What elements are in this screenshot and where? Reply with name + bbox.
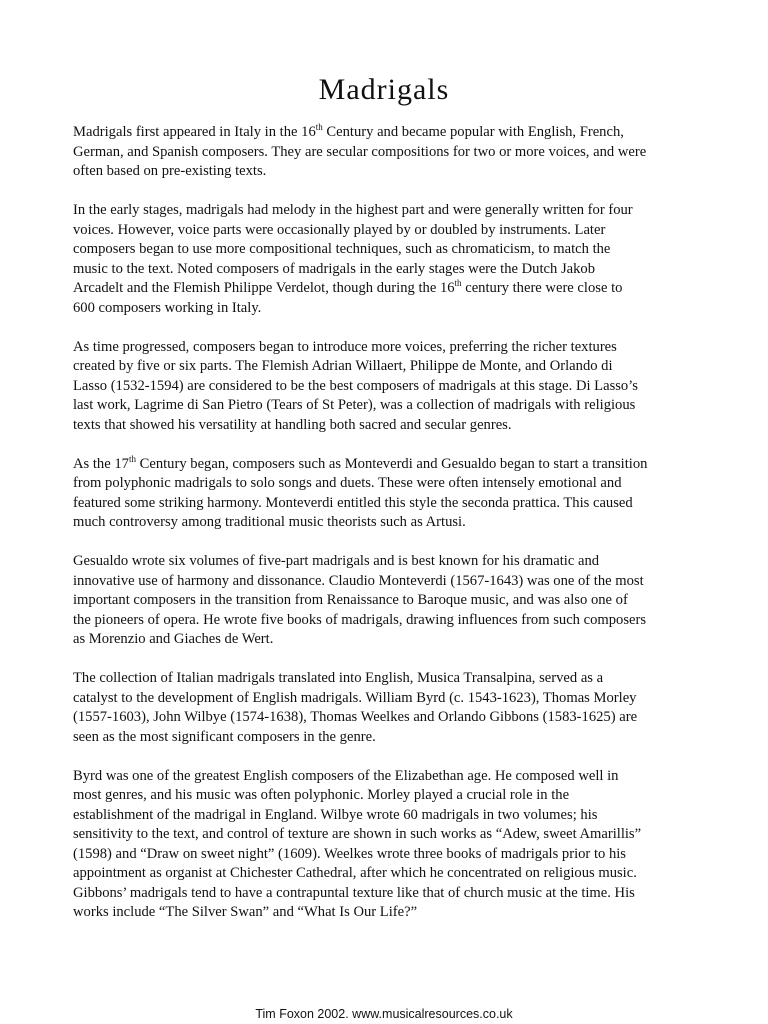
line-text: voices. However, voice parts were occasionally played by or doubled by instruments. Later (73, 221, 606, 238)
ordinal-superscript: th (315, 122, 323, 132)
paragraph (73, 669, 698, 747)
text-line (73, 494, 698, 514)
line-text-continued: century there were close to (461, 280, 623, 296)
line-text-continued: Century began, composers such as Monteverdi and Gesualdo began to start a transition (135, 455, 648, 472)
text-line (73, 338, 698, 358)
text-line (73, 123, 698, 143)
text-line (73, 669, 698, 689)
ordinal-superscript: th (454, 278, 462, 288)
line-text: In the early stages, madrigals had melody in the highest part and were generally written for four (73, 202, 633, 218)
line-text: The collection of Italian madrigals translated into English, Musica Transalpina, served as a (73, 670, 604, 686)
text-line (73, 377, 698, 397)
paragraph (73, 338, 698, 436)
text-line (73, 474, 698, 494)
text-line (73, 552, 698, 572)
line-text: catalyst to the development of English madrigals. William Byrd (c. 1543-1623), Thomas Morley (73, 689, 637, 706)
line-text: Gesualdo wrote six volumes of five-part madrigals and is best known for his dramatic and (73, 553, 600, 569)
text-line (73, 299, 698, 319)
paragraph (73, 455, 698, 533)
text-line (73, 416, 698, 436)
text-line (73, 240, 698, 260)
text-line (73, 845, 698, 865)
line-text: texts that showed his versatility at handling both sacred and secular genres. (73, 416, 512, 433)
document-body (73, 123, 698, 942)
text-line (73, 221, 698, 241)
text-line (73, 884, 698, 904)
text-line (73, 689, 698, 709)
line-text: 600 composers working in Italy. (73, 299, 262, 316)
line-text: important composers in the transition from Renaissance to Baroque music, and was also one of (73, 592, 628, 608)
line-text-continued: Century and became popular with English, French, (322, 124, 624, 140)
line-text: appointment as organist at Chichester Cathedral, after which he concentrated on religious music. (73, 865, 637, 881)
line-text: establishment of the madrigal in England. Wilbye wrote 60 madrigals in two volumes; his (73, 806, 598, 823)
line-text: (1557-1603), John Wilbye (1574-1638), Thomas Weelkes and Orlando Gibbons (1583-1625) are (73, 709, 638, 725)
text-line (73, 572, 698, 592)
text-line (73, 201, 698, 221)
ordinal-superscript: th (128, 453, 136, 464)
line-text: Lasso (1532-1594) are considered to be the best composers of madrigals at this stage. Di Lasso’s (73, 377, 638, 394)
text-line (73, 767, 698, 787)
line-text: Byrd was one of the greatest English composers of the Elizabethan age. He composed well in (73, 767, 619, 784)
line-text: as Morenzio and Giaches de Wert. (73, 631, 274, 647)
line-text: often based on pre-existing texts. (73, 163, 267, 179)
paragraph (73, 767, 698, 923)
text-line (73, 728, 698, 748)
text-line (73, 591, 698, 611)
text-line (73, 864, 698, 884)
line-text: most genres, and his music was often polyphonic. Morley played a crucial role in the (73, 787, 570, 803)
line-text: music to the text. Noted composers of madrigals in the early stages were the Dutch Jakob (73, 260, 595, 277)
line-text: Madrigals first appeared in Italy in the 16 (73, 124, 316, 140)
line-text: seen as the most significant composers in the genre. (73, 728, 376, 745)
line-text: German, and Spanish composers. They are secular compositions for two or more voices, and were (73, 143, 647, 160)
page-footer: Tim Foxon 2002. www.musicalresources.co.uk (255, 1007, 513, 1021)
paragraph (73, 201, 698, 318)
text-line (73, 396, 698, 416)
text-line (73, 903, 698, 923)
line-text: last work, Lagrime di San Pietro (Tears of St Peter), was a collection of madrigals with religious (73, 397, 636, 413)
line-text: created by five or six parts. The Flemish Adrian Willaert, Philippe de Monte, and Orlando di (73, 358, 613, 374)
text-line (73, 611, 698, 631)
text-line (73, 143, 698, 163)
line-text: much controversy among traditional music theorists such as Artusi. (73, 514, 466, 530)
text-line (73, 279, 698, 299)
text-line (73, 260, 698, 280)
text-line (73, 455, 698, 475)
text-line (73, 357, 698, 377)
line-text: Gibbons’ madrigals tend to have a contrapuntal texture like that of church music at the time. His (73, 884, 635, 901)
text-line (73, 708, 698, 728)
line-text: from polyphonic madrigals to solo songs and duets. These were often intensely emotional and (73, 475, 622, 491)
line-text: works include “The Silver Swan” and “What Is Our Life?” (73, 904, 418, 920)
text-line (73, 786, 698, 806)
line-text: sensitivity to the text, and control of texture are shown in such works as “Adew, sweet Amarillis” (73, 826, 642, 842)
text-line (73, 513, 698, 533)
line-text: innovative use of harmony and dissonance. Claudio Monteverdi (1567-1643) was one of the most (73, 572, 644, 589)
line-text: As time progressed, composers began to introduce more voices, preferring the richer textures (73, 338, 617, 355)
line-text: (1598) and “Draw on sweet night” (1609). Weelkes wrote three books of madrigals prior to his (73, 845, 626, 862)
text-line (73, 630, 698, 650)
line-text: the pioneers of opera. He wrote five books of madrigals, drawing influences from such composers (73, 611, 647, 628)
paragraph (73, 552, 698, 650)
line-text: featured some striking harmony. Monteverdi entitled this style the seconda prattica. This caused (73, 494, 633, 511)
document-title: Madrigals (318, 73, 450, 106)
line-text: Arcadelt and the Flemish Philippe Verdelot, though during the 16 (73, 280, 455, 296)
text-line (73, 825, 698, 845)
text-line (73, 806, 698, 826)
paragraph (73, 123, 698, 182)
line-text: As the 17 (73, 455, 129, 472)
text-line (73, 162, 698, 182)
line-text: composers began to use more compositional techniques, such as chromaticism, to match the (73, 241, 611, 257)
